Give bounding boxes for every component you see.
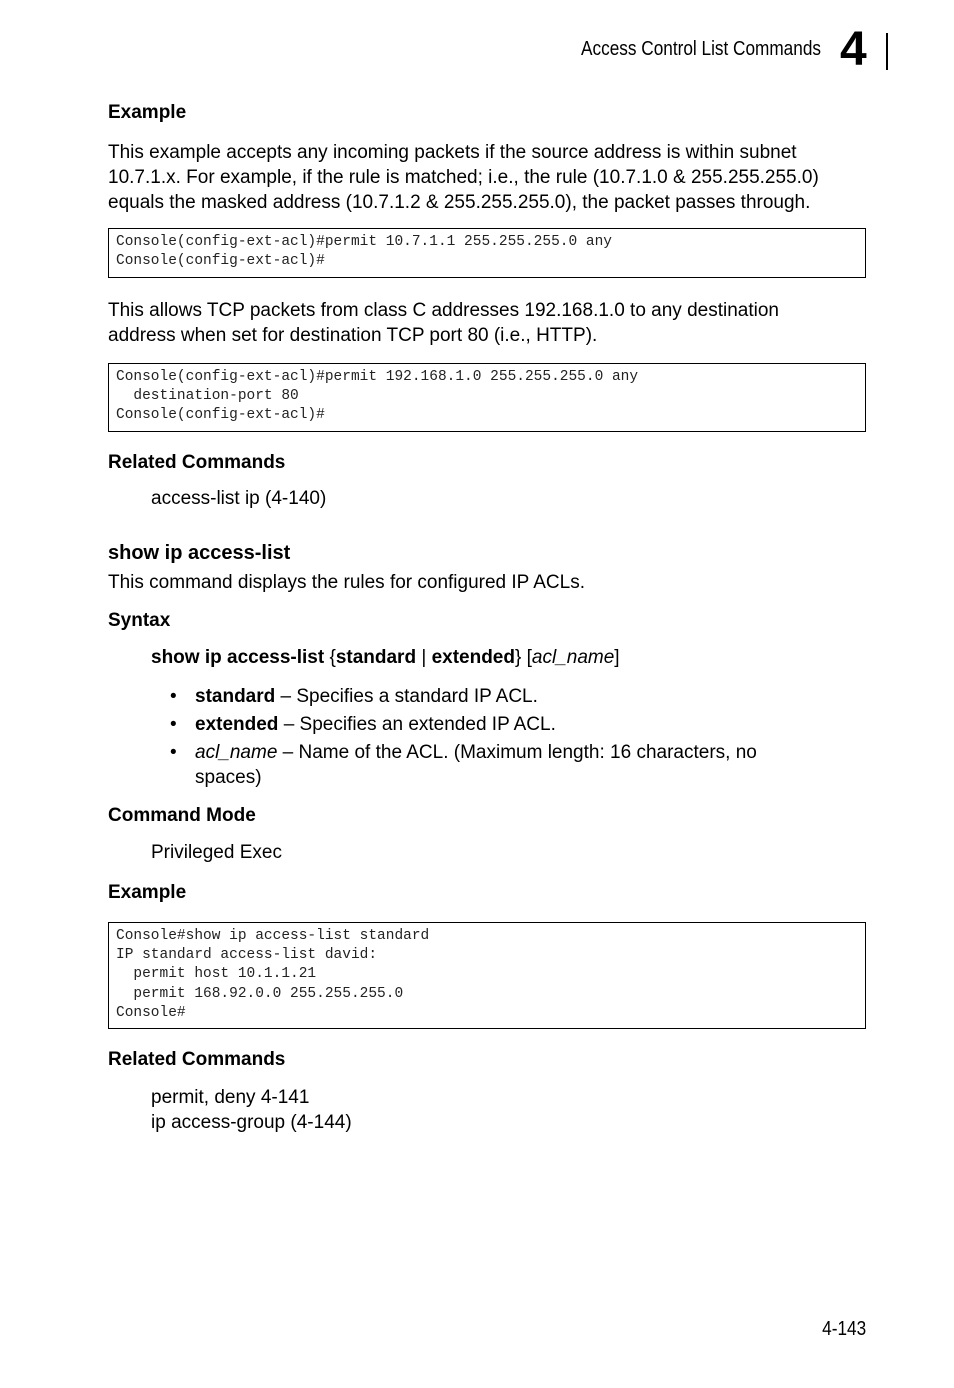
related-commands-heading: Related Commands	[108, 1049, 286, 1070]
list-item	[170, 740, 850, 790]
param-text: – Specifies an extended IP ACL.	[278, 714, 556, 735]
code-line: destination-port 80	[116, 388, 299, 405]
related-command-item: access-list ip (4-140)	[151, 488, 327, 509]
code-line: Console(config-ext-acl)#	[116, 407, 325, 424]
text-line: equals the masked address (10.7.1.2 & 255.255.255.0), the packet passes through.	[108, 192, 811, 213]
list-item	[170, 712, 850, 737]
syntax-line	[151, 647, 620, 669]
code-line: Console#	[116, 1004, 186, 1021]
page-number: 4-143	[822, 1318, 866, 1340]
param-text: – Name of the ACL. (Maximum length: 16 characters, no	[277, 742, 757, 763]
param-text: – Specifies a standard IP ACL.	[275, 686, 538, 707]
text-line: This example accepts any incoming packets if the source address is within subnet	[108, 142, 797, 163]
related-commands-heading: Related Commands	[108, 452, 286, 473]
code-line: IP standard access-list david:	[116, 947, 378, 964]
tcp-description	[108, 298, 878, 348]
example-description	[108, 140, 878, 215]
bullet-glyph: •	[170, 714, 177, 735]
list-item	[170, 684, 850, 709]
syntax-heading: Syntax	[108, 610, 171, 631]
syntax-command: show ip access-list	[151, 647, 325, 668]
command-mode-value: Privileged Exec	[151, 842, 282, 863]
syntax-standard: standard	[335, 647, 417, 668]
bullet-glyph: •	[170, 742, 177, 763]
example-heading: Example	[108, 882, 187, 903]
code-line: permit host 10.1.1.21	[116, 966, 317, 983]
param-term: extended	[195, 714, 279, 735]
related-command-item: permit, deny 4-141	[151, 1087, 310, 1108]
syntax-brace: {	[324, 647, 336, 668]
chapter-number: 4	[840, 23, 867, 76]
param-term: standard	[195, 686, 276, 707]
syntax-acl-name: acl_name	[531, 647, 615, 668]
param-text: spaces)	[195, 767, 262, 788]
code-line: permit 168.92.0.0 255.255.255.0	[116, 985, 404, 1002]
command-description: This command displays the rules for configured IP ACLs.	[108, 572, 585, 593]
code-line: Console(config-ext-acl)#	[116, 253, 325, 270]
related-command-item: ip access-group (4-144)	[151, 1112, 352, 1133]
syntax-extended: extended	[431, 647, 515, 668]
syntax-bracket: ]	[614, 647, 620, 668]
code-block	[108, 922, 866, 1029]
text-line: address when set for destination TCP port 80 (i.e., HTTP).	[108, 325, 598, 346]
text-line: 10.7.1.x. For example, if the rule is matched; i.e., the rule (10.7.1.0 & 255.255.255.0)	[108, 167, 819, 188]
running-header: Access Control List Commands	[581, 38, 821, 60]
command-mode-heading: Command Mode	[108, 805, 256, 826]
chapter-divider	[886, 33, 888, 70]
example-heading: Example	[108, 102, 187, 123]
code-line: Console#show ip access-list standard	[116, 928, 430, 944]
syntax-bar: |	[416, 647, 432, 668]
command-title: show ip access-list	[108, 542, 291, 564]
param-term: acl_name	[195, 742, 278, 763]
bullet-glyph: •	[170, 686, 177, 707]
code-line: Console(config-ext-acl)#permit 10.7.1.1 255.255.255.0 any	[116, 234, 612, 250]
text-line: This allows TCP packets from class C addresses 192.168.1.0 to any destination	[108, 300, 779, 321]
syntax-brace: } [	[514, 647, 532, 668]
code-line: Console(config-ext-acl)#permit 192.168.1.0 255.255.255.0 any	[116, 369, 639, 385]
code-block	[108, 363, 866, 432]
parameter-list	[170, 684, 850, 793]
code-block	[108, 228, 866, 278]
